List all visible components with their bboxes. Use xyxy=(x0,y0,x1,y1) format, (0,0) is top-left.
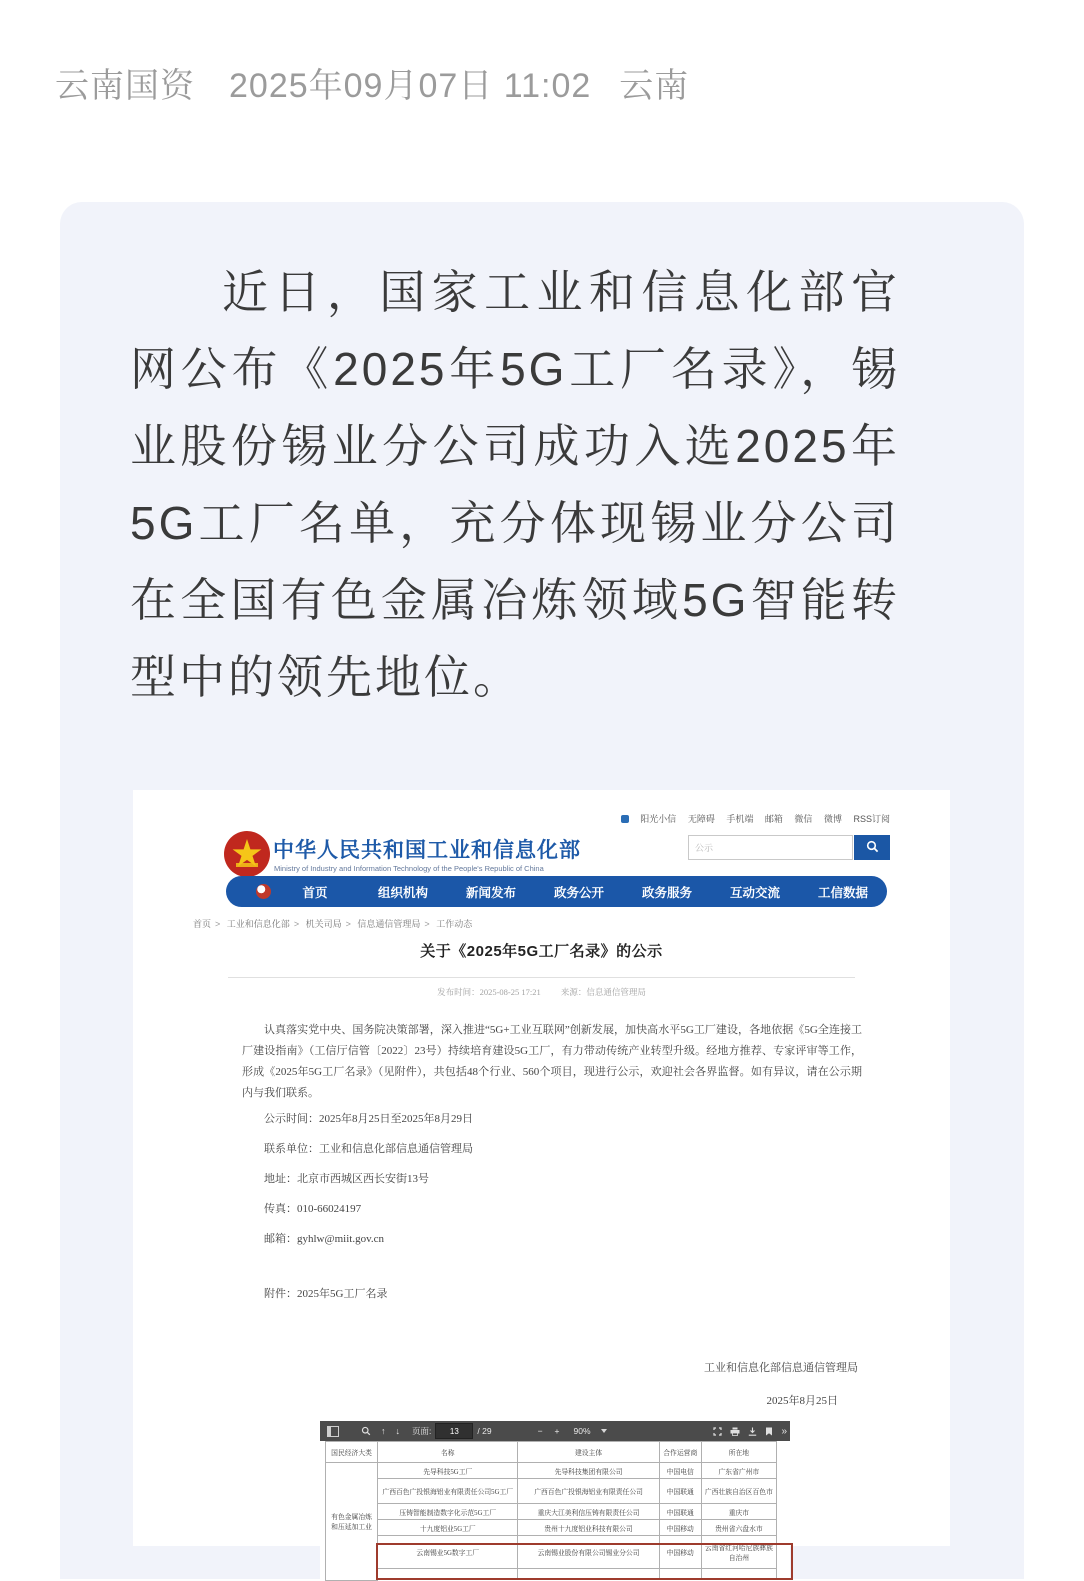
main-nav xyxy=(226,876,887,907)
nav-item-data[interactable]: 工信数据 xyxy=(817,885,868,900)
address-line: 地址：北京市西城区西长安街13号 xyxy=(264,1173,429,1185)
operator: 中国移动 xyxy=(659,1520,701,1536)
zoom-in-button[interactable]: + xyxy=(554,1426,560,1436)
location: 广东省广州市 xyxy=(701,1463,776,1479)
page-number-input[interactable] xyxy=(435,1423,473,1439)
article-paragraph: 近日，国家工业和信息化部官网公布《2025年5G工厂名录》，锡业股份锡业分公司成功入选2025年5G工厂名单，充分体现锡业分公司在全国有色金属冶炼领域5G智能转型中的领先地位。 xyxy=(130,266,900,703)
topbar-link-rss[interactable]: RSS订阅 xyxy=(853,814,890,824)
zoom-level: 90% xyxy=(573,1426,591,1436)
factory-table-area xyxy=(320,1441,790,1581)
factory-table xyxy=(325,1441,777,1581)
breadcrumb xyxy=(193,917,472,930)
bookmark-icon[interactable] xyxy=(765,1427,773,1436)
search-input[interactable] xyxy=(688,835,853,860)
table-row xyxy=(326,1504,777,1520)
article-meta xyxy=(133,986,950,998)
pdf-toolbar xyxy=(320,1421,790,1441)
breadcrumb-separator: > xyxy=(345,919,351,929)
category-cell: 有色金属冶炼和压延加工业 xyxy=(326,1463,378,1581)
account-name[interactable]: 云南国资 xyxy=(55,67,195,105)
fullscreen-icon[interactable] xyxy=(713,1427,722,1436)
table-row-clipped xyxy=(326,1569,777,1581)
factory-name: 广西百色广投银海铝业有限责任公司5G工厂 xyxy=(378,1479,518,1504)
search-button[interactable] xyxy=(854,835,890,860)
builder: 广西百色广投银海铝业有限责任公司 xyxy=(518,1479,659,1504)
page-total: / 29 xyxy=(477,1426,492,1436)
search-icon xyxy=(866,840,879,856)
col-header-builder: 建设主体 xyxy=(518,1442,659,1463)
location: 贵州省六盘水市 xyxy=(701,1520,776,1536)
breadcrumb-bureaus[interactable]: 机关司局 xyxy=(305,919,342,929)
contact-unit-line: 联系单位：工业和信息化部信息通信管理局 xyxy=(264,1143,473,1155)
builder: 先导科技集团有限公司 xyxy=(518,1463,659,1479)
signature: 工业和信息化部信息通信管理局 xyxy=(704,1362,858,1374)
post-location: 云南 xyxy=(619,67,690,105)
more-tools-icon[interactable]: » xyxy=(781,1425,787,1437)
builder: 贵州十九度铝业科技有限公司 xyxy=(518,1520,659,1536)
pdf-search-icon[interactable] xyxy=(361,1426,371,1436)
topbar-link-wechat[interactable]: 微信 xyxy=(794,814,813,824)
fax-line: 传真：010-66024197 xyxy=(264,1203,362,1215)
nav-logo-icon xyxy=(256,884,271,899)
assistant-icon xyxy=(621,815,629,823)
topbar-links xyxy=(621,812,890,825)
nav-item-gov-open[interactable]: 政务公开 xyxy=(553,885,604,900)
print-icon[interactable] xyxy=(730,1427,740,1436)
breadcrumb-home[interactable]: 首页 xyxy=(193,919,212,929)
sidebar-toggle-icon[interactable] xyxy=(327,1426,339,1437)
miit-screenshot-image[interactable] xyxy=(133,790,950,1562)
breadcrumb-miit[interactable]: 工业和信息化部 xyxy=(226,919,290,929)
col-header-category: 国民经济大类 xyxy=(326,1442,378,1463)
factory-name: 云南锡业5G数字工厂 xyxy=(378,1536,518,1569)
operator: 中国移动 xyxy=(659,1536,701,1569)
zoom-dropdown-caret[interactable] xyxy=(601,1429,607,1433)
breadcrumb-separator: > xyxy=(424,919,430,929)
nav-item-news[interactable]: 新闻发布 xyxy=(465,885,516,900)
announcement-paragraph: 认真落实党中央、国务院决策部署，深入推进“5G+工业互联网”创新发展，加快高水平5G工厂建设，各地依据《5G全连接工厂建设指南》（工信厅信管〔2022〕23号）持续培育建设5G工厂，有力带动传统产业转型升级。经地方推荐、专家评审等工作，形成《2025年5G工厂名录》（见附件），共包括48个行业、560个项目，现进行公示，欢迎社会各界监督。如有异议，请在公示期内与我们联系。 xyxy=(242,1024,862,1099)
factory-name: 压铸智能制造数字化示范5G工厂 xyxy=(378,1504,518,1520)
pdf-viewer xyxy=(320,1421,790,1581)
col-header-name: 名称 xyxy=(378,1442,518,1463)
publicity-period-line: 公示时间：2025年8月25日至2025年8月29日 xyxy=(264,1113,473,1125)
breadcrumb-separator: > xyxy=(293,919,300,929)
site-subtitle: Ministry of Industry and Information Technology of the People's Republic of China xyxy=(274,864,544,873)
page-label: 页面: xyxy=(412,1426,432,1436)
operator: 中国联通 xyxy=(659,1479,701,1504)
builder: 重庆大江美利信压铸有限责任公司 xyxy=(518,1504,659,1520)
site-search xyxy=(688,835,890,862)
breadcrumb-separator: > xyxy=(215,919,221,929)
page-down-icon[interactable]: ↓ xyxy=(395,1426,400,1436)
page-up-icon[interactable]: ↑ xyxy=(381,1426,386,1436)
breadcrumb-work-updates[interactable]: 工作动态 xyxy=(436,919,473,929)
nav-item-interaction[interactable]: 互动交流 xyxy=(729,885,780,900)
publish-time: 发布时间：2025-08-25 17:21 xyxy=(437,987,541,997)
attachment-line: 附件：2025年5G工厂名录 xyxy=(264,1288,388,1300)
operator: 中国联通 xyxy=(659,1504,701,1520)
article-body xyxy=(242,1020,862,1407)
location: 广西壮族自治区百色市 xyxy=(701,1479,776,1504)
email-line: 邮箱：gyhlw@miit.gov.cn xyxy=(264,1233,385,1245)
nav-item-organization[interactable]: 组织机构 xyxy=(377,885,428,900)
factory-name: 先导科技5G工厂 xyxy=(378,1463,518,1479)
topbar-link-accessibility[interactable]: 无障碍 xyxy=(687,814,715,824)
signature-date: 2025年8月25日 xyxy=(766,1395,838,1407)
table-row xyxy=(326,1520,777,1536)
table-header-row xyxy=(326,1442,777,1463)
location: 云南省红河哈尼族彝族自治州 xyxy=(701,1536,776,1569)
col-header-location: 所在地 xyxy=(701,1442,776,1463)
page-title: 关于《2025年5G工厂名录》的公示 xyxy=(420,943,663,960)
title-divider xyxy=(228,977,855,978)
operator: 中国电信 xyxy=(659,1463,701,1479)
topbar-link-mobile[interactable]: 手机端 xyxy=(726,814,754,824)
factory-name: 十九度铝业5G工厂 xyxy=(378,1520,518,1536)
article-panel xyxy=(60,202,1024,1579)
builder: 云南锡业股份有限公司锡业分公司 xyxy=(518,1536,659,1569)
table-row-highlighted xyxy=(326,1536,777,1569)
national-emblem-icon xyxy=(223,830,271,878)
article-source: 来源：信息通信管理局 xyxy=(560,987,646,997)
table-row xyxy=(326,1479,777,1504)
location: 重庆市 xyxy=(701,1504,776,1520)
breadcrumb-ict-bureau[interactable]: 信息通信管理局 xyxy=(357,919,421,929)
nav-item-gov-service[interactable]: 政务服务 xyxy=(641,885,692,900)
topbar-link-weibo[interactable]: 微博 xyxy=(823,814,842,824)
zoom-out-button[interactable]: − xyxy=(537,1426,543,1436)
table-row xyxy=(326,1463,777,1479)
col-header-operator: 合作运营商 xyxy=(659,1442,701,1463)
site-title: 中华人民共和国工业和信息化部 xyxy=(273,839,581,862)
download-icon[interactable] xyxy=(748,1427,757,1436)
nav-item-home[interactable]: 首页 xyxy=(302,885,328,900)
post-datetime: 2025年09月07日 11:02 xyxy=(229,67,592,105)
topbar-link-sunshine[interactable]: 阳光小信 xyxy=(640,814,677,824)
topbar-link-mail[interactable]: 邮箱 xyxy=(764,814,783,824)
post-header xyxy=(55,58,689,107)
